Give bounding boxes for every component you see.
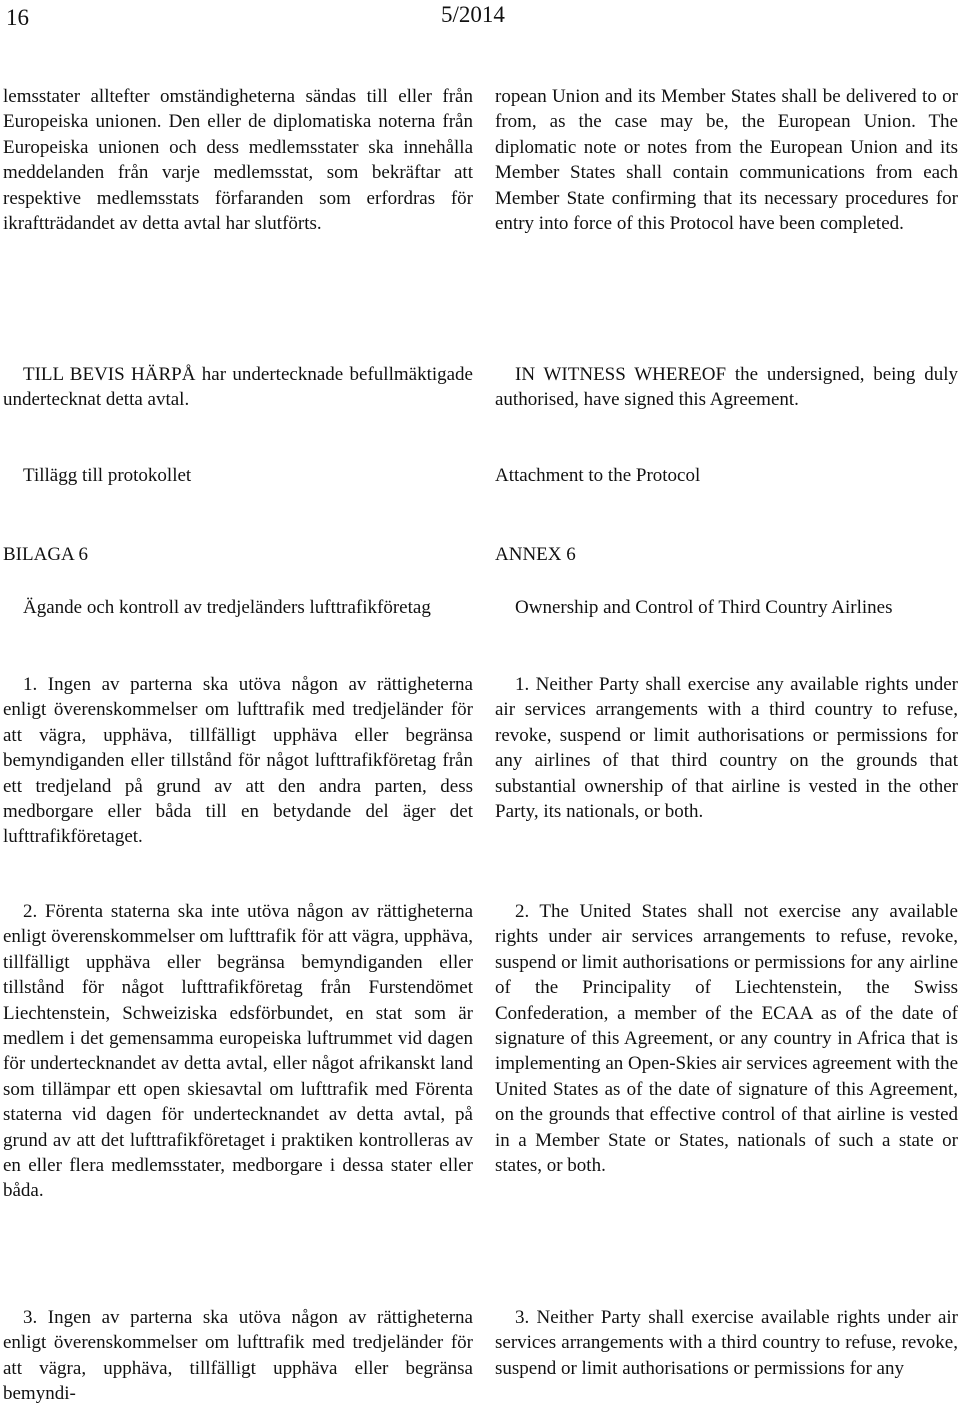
page-number: 16 [6,5,29,30]
sv-annex-title: Ägande och kontroll av tredjeländers lufttrafikföretag [23,597,431,618]
issue-number: 5/2014 [441,2,505,27]
sv-paragraph-top: lemsstater alltefter omständigheterna sändas till eller från Europeiska unionen. Den eller de diplomatiska noterna från Europeiska unionen och dess medlemsstater ska innehålla meddelanden från varje medlemsstat, som bekräftar att respektive medlemsstats förfaranden som erfordras för ikraftträdandet av detta avtal har slutförts. [3,86,473,235]
en-witness-clause: IN WITNESS WHEREOF the undersigned, being duly authorised, have signed this Agreement. [495,364,958,411]
en-paragraph-3: 3. Neither Party shall exercise available rights under air services arrangements with a third country to refuse, revoke, suspend or limit authorisations or permissions for any [495,1307,958,1379]
en-paragraph-top: ropean Union and its Member States shall be delivered to or from, as the case may be, the European Union. The diplomatic note or notes from the European Union and its Member States shall contain communications from each Member State confirming that its necessary procedures for entry into force of this Protocol have been completed. [495,86,958,235]
sv-witness-clause: TILL BEVIS HÄRPÅ har undertecknade befullmäktigade undertecknat detta avtal. [3,364,473,411]
sv-paragraph-2: 2. Förenta staterna ska inte utöva någon av rättigheterna enligt överenskommelser om lufttrafik för att vägra, upphäva, tillfälligt upphäva eller begränsa bemyndiganden eller tillstånd för något lufttrafikföretag från Furstendömet Liechtenstein, Schweiziska edsförbundet, en stat som är medlem i det gemensamma europeiska luftrummet vid dagen för undertecknandet av detta avtal, eller något afrikanskt land som tillämpar ett open skiesavtal om lufttrafik med Förenta staterna vid dagen för undertecknandet av detta avtal, på grund av att det lufttrafikföretaget i praktiken kontrolleras av en eller flera medlemsstater, medborgare i dessa stater eller båda. [3,901,473,1202]
en-annex-title: Ownership and Control of Third Country Airlines [515,597,893,618]
sv-paragraph-1: 1. Ingen av parterna ska utöva någon av rättigheterna enligt överenskommelser om lufttrafik med tredjeländer för att vägra, upphäva, tillfälligt upphäva eller begränsa bemyndiganden eller tillstånd för något lufttrafikföretag från ett tredjeland på grund av att den andra parten, dess medborgare eller båda till en betydande del äger det lufttrafikföretaget. [3,674,473,848]
en-annex-heading: ANNEX 6 [495,544,576,565]
en-paragraph-2: 2. The United States shall not exercise any available rights under air services arrangements to refuse, revoke, suspend or limit authorisations or permissions for any airline of the Principality of Liechtenstein, the Swiss Confederation, a member of the ECAA as of the date of signature of this Agreement, or any country in Africa that is implementing an Open-Skies air services agreement with the United States as of the date of signature of this Agreement, on the grounds that effective control of that airline is vested in a Member State or States, nationals of such a state or states, or both. [495,901,958,1177]
en-attachment-heading: Attachment to the Protocol [495,465,701,486]
sv-paragraph-3: 3. Ingen av parterna ska utöva någon av rättigheterna enligt överenskommelser om lufttrafik med tredjeländer för att vägra, upphäva, tillfälligt upphäva eller begränsa bemyndi- [3,1307,473,1405]
sv-attachment-heading: Tillägg till protokollet [23,465,192,486]
en-paragraph-1: 1. Neither Party shall exercise any available rights under air services arrangements with a third country to refuse, revoke, suspend or limit authorisations or permissions for any airlines of that third country on the grounds that substantial ownership of that airline is vested in the other Party, its nationals, or both. [495,674,958,823]
sv-annex-heading: BILAGA 6 [3,544,88,565]
